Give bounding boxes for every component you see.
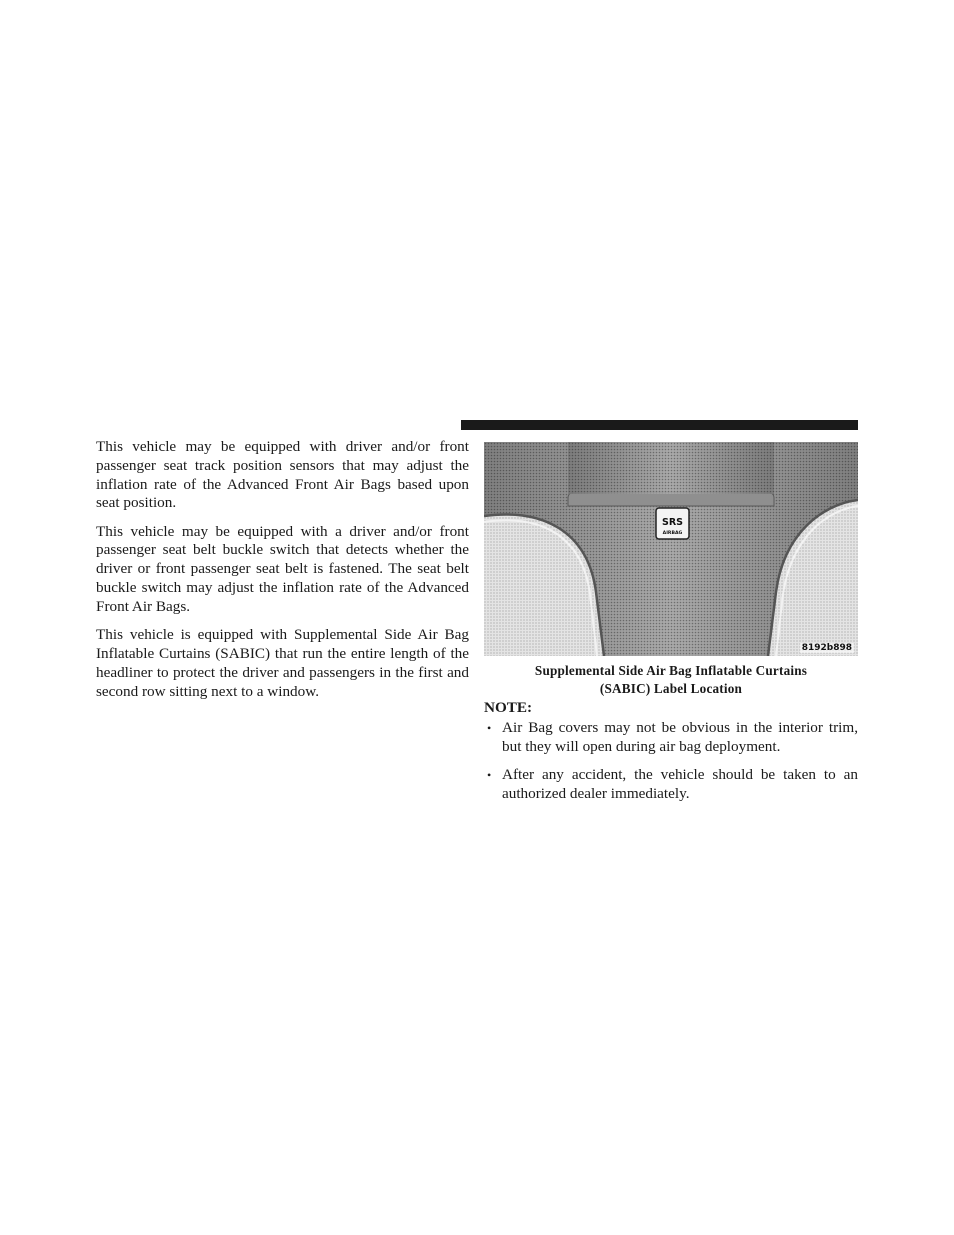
paragraph-seat-belt-buckle-switch: This vehicle may be equipped with a driver and/or front passenger seat belt buckle switch that detects whether the driver or front passenger seat belt is fastened. The seat belt buckle switch may adjust the inflation rate of the Advanced Front Air Bags. <box>96 522 469 615</box>
paragraph-sabic: This vehicle is equipped with Supplemental Side Air Bag Inflatable Curtains (SABIC) that run the entire length of the headliner to protect the driver and passengers in the first and second row sitting next to a window. <box>96 626 469 700</box>
caption-line-1: Supplemental Side Air Bag Inflatable Curtains <box>534 663 808 678</box>
left-text-column <box>96 438 469 711</box>
badge-airbag-text: AIRBAG <box>662 531 683 536</box>
note-bullet-list <box>484 719 858 804</box>
section-header-bar <box>461 420 858 430</box>
caption-line-2: (SABIC) Label Location <box>599 681 743 696</box>
note-label: NOTE: <box>484 699 533 716</box>
bullet-icon: • <box>487 720 492 735</box>
trim-panel-illustration <box>484 442 858 656</box>
badge-srs-text: SRS <box>662 517 683 528</box>
image-reference-code: 8192b898 <box>801 643 852 653</box>
list-item <box>484 719 858 757</box>
note-section <box>484 699 858 813</box>
paragraph-seat-track-sensors: This vehicle may be equipped with driver and/or front passenger seat track position sensors that may adjust the inflation rate of the Advanced Front Air Bags based upon seat position. <box>96 438 469 512</box>
note-bullet-text: After any accident, the vehicle should be taken to an authorized dealer immediately. <box>502 765 858 802</box>
note-bullet-text: Air Bag covers may not be obvious in the interior trim, but they will open during air bag deployment. <box>502 718 858 755</box>
bullet-icon: • <box>487 767 492 782</box>
list-item <box>484 766 858 804</box>
sabic-label-photo <box>484 442 858 656</box>
figure-caption <box>484 662 858 698</box>
srs-airbag-badge <box>656 508 689 539</box>
